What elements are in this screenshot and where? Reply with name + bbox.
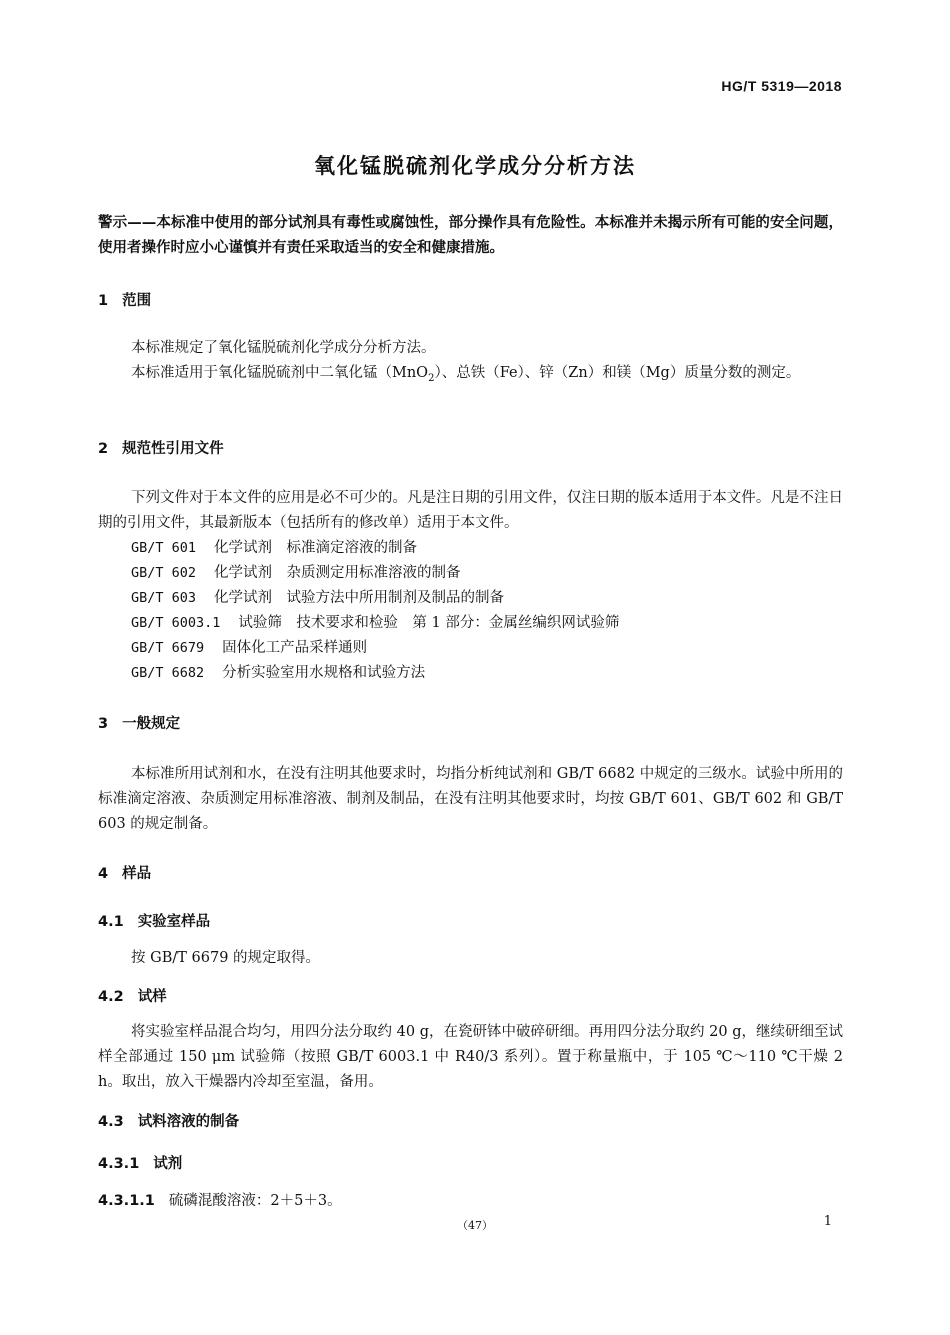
section-number: 4.3.1 bbox=[98, 1156, 140, 1172]
scope-paragraph-1: 本标准规定了氧化锰脱硫剂化学成分分析方法。 bbox=[131, 340, 436, 356]
reference-code: GB/T 6682 bbox=[131, 665, 205, 681]
reference-code: GB/T 603 bbox=[131, 590, 197, 606]
section-2-heading bbox=[98, 437, 224, 458]
section-title: 规范性引用文件 bbox=[122, 441, 224, 457]
section-4-2-heading bbox=[98, 985, 167, 1006]
reference-item bbox=[131, 611, 619, 632]
subscript-2: 2 bbox=[428, 372, 435, 384]
section-title: 范围 bbox=[122, 293, 152, 309]
footer-sequence-number: （47） bbox=[457, 1219, 493, 1232]
item-text: 硫磷混酸溶液：2＋5＋3。 bbox=[168, 1193, 342, 1209]
scope-text-a: 本标准适用于氧化锰脱硫剂中二氧化锰（MnO bbox=[131, 365, 429, 381]
reference-item bbox=[131, 661, 425, 682]
section-title: 实验室样品 bbox=[137, 914, 211, 930]
section-number: 2 bbox=[98, 441, 109, 457]
document-title: 氧化锰脱硫剂化学成分分析方法 bbox=[314, 154, 636, 178]
reference-code: GB/T 601 bbox=[131, 540, 197, 556]
reference-item bbox=[131, 561, 461, 582]
section-3-heading bbox=[98, 712, 180, 733]
reference-item bbox=[131, 586, 504, 607]
section-number: 4.1 bbox=[98, 914, 124, 930]
section-number: 4.2 bbox=[98, 989, 124, 1005]
reference-name: 分析实验室用水规格和试验方法 bbox=[222, 665, 426, 681]
item-number: 4.3.1.1 bbox=[98, 1193, 155, 1209]
reference-item bbox=[131, 636, 367, 657]
section-4-1-heading bbox=[98, 910, 210, 931]
section-4-3-1-heading bbox=[98, 1152, 182, 1173]
section-title: 试料溶液的制备 bbox=[137, 1114, 240, 1130]
section-number: 4 bbox=[98, 866, 109, 882]
page-number: 1 bbox=[823, 1214, 832, 1229]
reference-code: GB/T 6679 bbox=[131, 640, 205, 656]
warning-paragraph: 警示——本标准中使用的部分试剂具有毒性或腐蚀性，部分操作具有危险性。本标准并未揭示所有可能的安全问题，使用者操作时应小心谨慎并有责任采取适当的安全和健康措施。 bbox=[98, 215, 843, 256]
lab-sample-paragraph: 按 GB/T 6679 的规定取得。 bbox=[131, 950, 321, 966]
reference-item bbox=[131, 536, 417, 557]
reference-name: 化学试剂 杂质测定用标准溶液的制备 bbox=[214, 565, 461, 581]
test-sample-paragraph: 将实验室样品混合均匀，用四分法分取约 40 g，在瓷研钵中破碎研细。再用四分法分取约 20 g，继续研细至试样全部通过 150 μm 试验筛（按照 GB/T 6003.1 中 R40/3 系列）。置于称量瓶中，于 105 ℃～110 ℃干燥 2 h。取出，放入干燥器内冷却至室温，备用。 bbox=[98, 1024, 843, 1090]
section-number: 3 bbox=[98, 716, 109, 732]
reference-name: 试验筛 技术要求和检验 第 1 部分：金属丝编织网试验筛 bbox=[238, 615, 620, 631]
reference-code: GB/T 6003.1 bbox=[131, 615, 221, 631]
section-title: 试样 bbox=[137, 989, 167, 1005]
scope-paragraph-2 bbox=[98, 361, 843, 391]
section-4-3-1-1-item bbox=[98, 1189, 843, 1214]
section-4-heading bbox=[98, 862, 151, 883]
section-number: 1 bbox=[98, 293, 109, 309]
scope-text-b: ）、总铁（Fe）、锌（Zn）和镁（Mg）质量分数的测定。 bbox=[434, 365, 801, 381]
reference-name: 化学试剂 标准滴定溶液的制备 bbox=[214, 540, 418, 556]
reference-name: 固体化工产品采样通则 bbox=[222, 640, 368, 656]
section-title: 试剂 bbox=[153, 1156, 183, 1172]
normative-references-intro: 下列文件对于本文件的应用是必不可少的。凡是注日期的引用文件，仅注日期的版本适用于本文件。凡是不注日期的引用文件，其最新版本（包括所有的修改单）适用于本文件。 bbox=[98, 490, 843, 531]
standard-code: HG/T 5319—2018 bbox=[721, 78, 842, 94]
section-number: 4.3 bbox=[98, 1114, 124, 1130]
reference-code: GB/T 602 bbox=[131, 565, 197, 581]
section-title: 一般规定 bbox=[122, 716, 181, 732]
section-title: 样品 bbox=[122, 866, 152, 882]
section-1-heading bbox=[98, 289, 151, 310]
section-4-3-heading bbox=[98, 1110, 239, 1131]
reference-name: 化学试剂 试验方法中所用制剂及制品的制备 bbox=[214, 590, 505, 606]
general-rules-paragraph: 本标准所用试剂和水，在没有注明其他要求时，均指分析纯试剂和 GB/T 6682 中规定的三级水。试验中所用的标准滴定溶液、杂质测定用标准溶液、制剂及制品，在没有注明其他要求时，均按 GB/T 601、GB/T 602 和 GB/T 603 的规定制备。 bbox=[98, 766, 843, 832]
